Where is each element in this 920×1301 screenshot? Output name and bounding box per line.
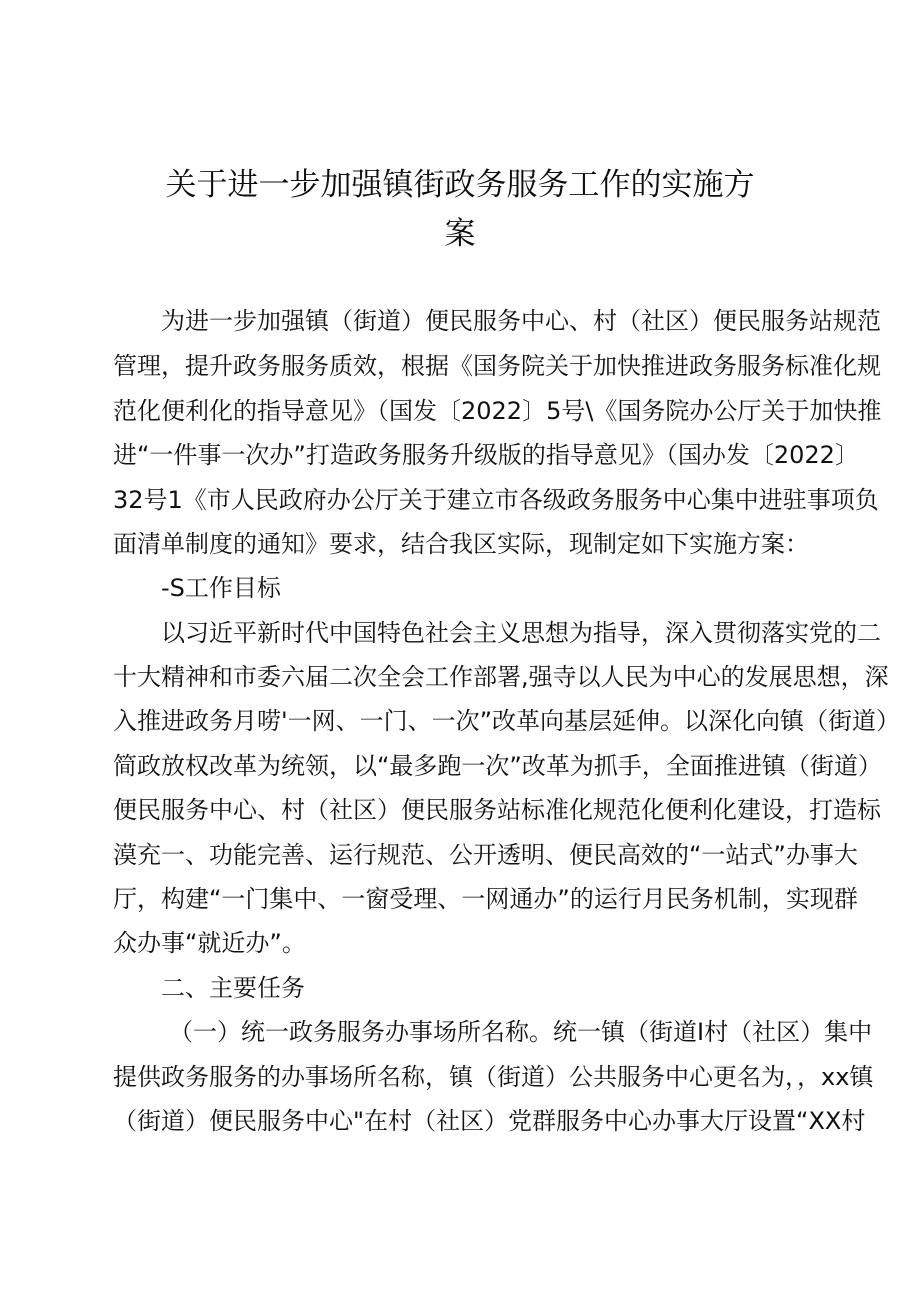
section-heading: -S工作目标 <box>161 574 281 602</box>
document-title-line-2: 案 <box>444 216 476 252</box>
body-line: 为进一步加强镇（街道）便民服务中心、村（社区）便民服务站规范 <box>161 307 881 335</box>
section-heading: 二、主要任务 <box>161 974 305 1002</box>
body-line: 厅，构建“一门集中、一窗受理、一网通办”的运行月民务机制，实现群 <box>113 885 858 913</box>
body-line: 简政放权改革为统领，以“最多跑一次”改革为抓手，全面推进镇（街道） <box>113 752 882 780</box>
body-line: 众办事“就近办”。 <box>113 929 306 957</box>
body-line: （一）统一政务服务办事场所名称。统一镇（街道I村（社区）集中 <box>169 1018 873 1046</box>
body-line: 漠充一、功能完善、运行规范、公开透明、便民高效的“一站式”办事大 <box>113 841 858 869</box>
body-line: 32号1《市人民政府办公厅关于建立市各级政务服务中心集中进驻事项负 <box>113 486 879 514</box>
body-line: 提供政务服务的办事场所名称，镇（街道）公共服务中心更名为，，xx镇 <box>113 1063 874 1091</box>
body-line: 十大精神和市委六届二次全会工作部署,强寺以人民为中心的发展思想，深 <box>113 663 889 691</box>
body-line: 进“一件事一次办”打造政务服务升级版的指导意见》（国办发〔2022〕 <box>113 441 859 469</box>
body-line: （街道）便民服务中心"在村（社区）党群服务中心办事大厅设置“XX村 <box>113 1107 866 1135</box>
body-line: 面清单制度的通知》要求，结合我区实际，现制定如下实施方案： <box>113 530 809 558</box>
document-title-line-1: 关于进一步加强镇街政务服务工作的实施方 <box>165 167 755 203</box>
body-line: 便民服务中心、村（社区）便民服务站标准化规范化便利化建设，打造标 <box>113 796 881 824</box>
body-line: 范化便利化的指导意见》（国发〔2022〕5号\《国务院办公厅关于加快推 <box>113 397 882 425</box>
body-line: 入推进政务月唠'一网、一门、一次”改革向基层延伸。以深化向镇（街道） <box>113 707 901 735</box>
body-line: 管理，提升政务服务质效，根据《国务院关于加快推进政务服务标准化规 <box>113 352 881 380</box>
body-line: 以习近平新时代中国特色社会主义思想为指导，深入贯彻落实党的二 <box>161 619 881 647</box>
